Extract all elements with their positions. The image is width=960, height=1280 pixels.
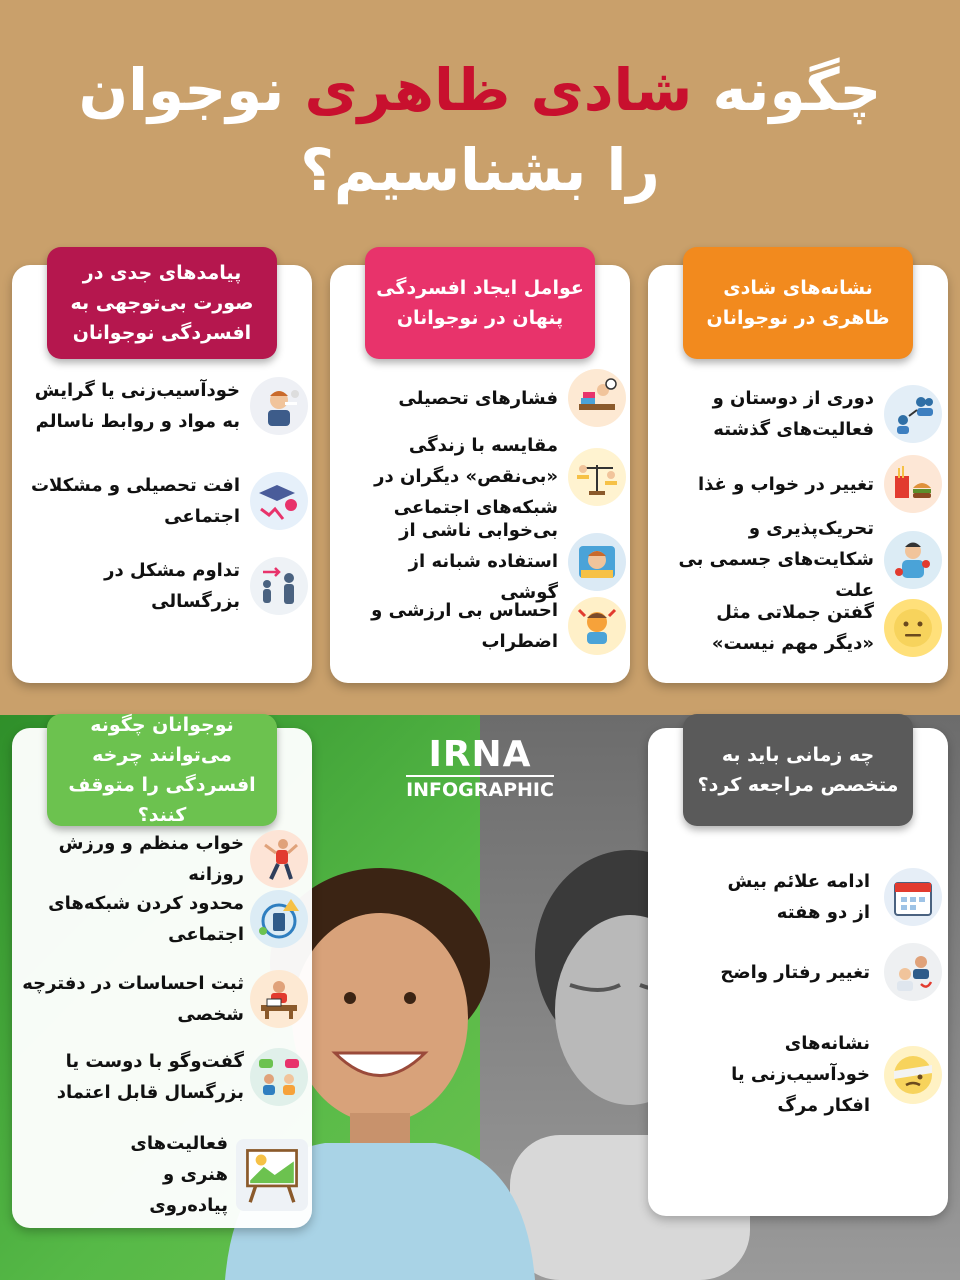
card-specialist (648, 728, 948, 1216)
smoking-icon (250, 377, 308, 435)
card-signs-header: نشانه‌های شادی ظاهری در نوجوانان (683, 247, 913, 359)
title-highlight: شادی ظاهری (304, 56, 693, 124)
list-item: تغییر در خواب و غذا (662, 455, 942, 513)
anxiety-icon (568, 597, 626, 655)
logo-label: INFOGRAPHIC (406, 779, 554, 801)
list-item: گفت‌وگو با دوست یا بزرگسال قابل اعتماد (18, 1046, 308, 1108)
list-item: خودآسیب‌زنی یا گرایش به مواد و روابط ناسالم (22, 375, 308, 437)
list-item: فعالیت‌های هنری و پیاده‌روی (18, 1128, 308, 1221)
title-line-1: چگونه شادی ظاهری نوجوان (78, 56, 882, 124)
behavior-change-icon (884, 943, 942, 1001)
title-line-2: را بشناسیم؟ (300, 136, 660, 204)
insomnia-icon (568, 533, 626, 591)
list-item: خواب منظم و ورزش روزانه (18, 828, 308, 890)
list-item: فشارهای تحصیلی (340, 369, 626, 427)
social-media-limit-icon (250, 890, 308, 948)
list-item: ادامه علائم بیش از دو هفته (662, 866, 942, 928)
list-item: احساس بی ارزشی و اضطراب (340, 595, 626, 657)
people-distance-icon (884, 385, 942, 443)
graduation-decline-icon (250, 472, 308, 530)
list-item: بی‌خوابی ناشی از استفاده شبانه از گوشی (340, 515, 626, 608)
list-item: تحریک‌پذیری و شکایت‌های جسمی بی علت (662, 513, 942, 606)
calendar-icon (884, 868, 942, 926)
page-title (0, 50, 960, 210)
bandaged-face-icon (884, 1046, 942, 1104)
comparison-scale-icon (568, 448, 626, 506)
journal-icon (250, 970, 308, 1028)
card-signs (648, 265, 948, 683)
conversation-icon (250, 1048, 308, 1106)
list-item: دوری از دوستان و فعالیت‌های گذشته (662, 383, 942, 445)
list-item: گفتن جملاتی مثل «دیگر مهم نیست» (662, 597, 942, 659)
card-consequences (12, 262, 312, 683)
card-causes (330, 265, 630, 683)
card-stop-cycle (12, 714, 312, 1228)
list-item: افت تحصیلی و مشکلات اجتماعی (22, 470, 308, 532)
card-specialist-header: چه زمانی باید به متخصص مراجعه کرد؟ (683, 714, 913, 826)
list-item: محدود کردن شبکه‌های اجتماعی (18, 888, 308, 950)
growth-icon (250, 557, 308, 615)
logo-brand: IRNA (406, 735, 554, 777)
card-consequences-header: پیامدهای جدی در صورت بی‌توجهی به افسردگی نوجوانان (47, 247, 277, 359)
fast-food-icon (884, 455, 942, 513)
card-causes-header: عوامل ایجاد افسردگی پنهان در نوجوانان (365, 247, 595, 359)
list-item: نشانه‌های خودآسیب‌زنی یا افکار مرگ (662, 1028, 942, 1121)
painting-easel-icon (236, 1139, 308, 1211)
list-item: تغییر رفتار واضح (662, 943, 942, 1001)
neutral-face-icon (884, 599, 942, 657)
irna-infographic-logo (406, 735, 554, 805)
list-item: مقایسه با زندگی «بی‌نقص» دیگران در شبکه‌های اجتماعی (340, 430, 626, 523)
study-pressure-icon (568, 369, 626, 427)
pain-icon (884, 531, 942, 589)
list-item: تداوم مشکل در بزرگسالی (22, 555, 308, 617)
list-item: ثبت احساسات در دفترچه شخصی (18, 968, 308, 1030)
exercise-icon (250, 830, 308, 888)
card-stop-cycle-header: نوجوانان چگونه می‌توانند چرخه افسردگی را متوقف کنند؟ (47, 714, 277, 826)
